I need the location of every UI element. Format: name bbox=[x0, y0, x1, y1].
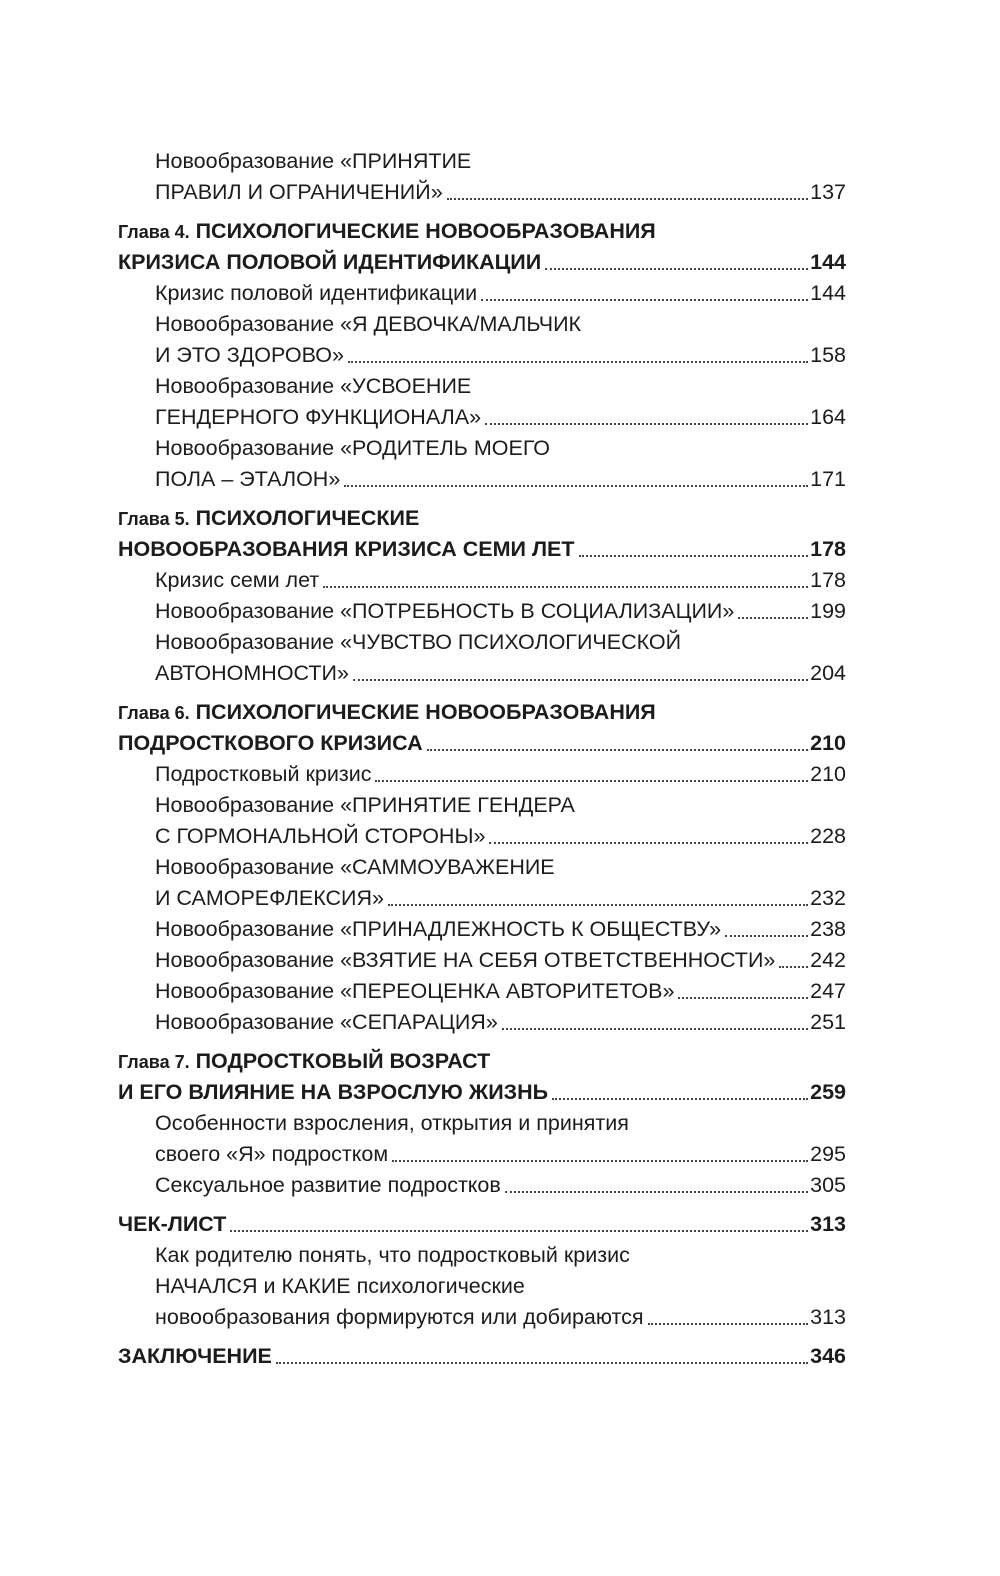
toc-entry bbox=[118, 1240, 846, 1333]
dot-leader bbox=[230, 1230, 808, 1232]
dot-leader bbox=[579, 555, 809, 557]
toc-entry bbox=[118, 976, 846, 1007]
chapter-title-text: КРИЗИСА ПОЛОВОЙ ИДЕНТИФИКАЦИИ bbox=[118, 250, 542, 274]
entry-title-text: Новообразование «ПРИНЯТИЕ bbox=[155, 149, 472, 173]
toc-entry bbox=[118, 1108, 846, 1170]
entry-title-text: Новообразование «Я ДЕВОЧКА/МАЛЬЧИК bbox=[155, 312, 582, 336]
page-number: 199 bbox=[810, 599, 846, 623]
page-number: 295 bbox=[810, 1142, 846, 1166]
entry-title-text: АВТОНОМНОСТИ» bbox=[155, 661, 349, 685]
dot-leader bbox=[276, 1362, 808, 1364]
chapter-title-text: ПОДРОСТКОВОГО КРИЗИСА bbox=[118, 731, 423, 755]
toc-chapter bbox=[118, 216, 846, 278]
entry-title-text: Новообразование «ВЗЯТИЕ НА СЕБЯ ОТВЕТСТВЕННОСТИ» bbox=[155, 948, 776, 972]
dot-leader bbox=[505, 1191, 808, 1193]
entry-title-text: Новообразование «ПОТРЕБНОСТЬ В СОЦИАЛИЗАЦИИ» bbox=[155, 599, 735, 623]
toc-entry bbox=[118, 790, 846, 852]
toc-entry bbox=[118, 1170, 846, 1201]
entry-line bbox=[118, 146, 846, 177]
toc-entry bbox=[118, 596, 846, 627]
entry-line bbox=[118, 914, 846, 945]
entry-title-text: Новообразование «ЧУВСТВО ПСИХОЛОГИЧЕСКОЙ bbox=[155, 630, 682, 654]
toc-entry bbox=[118, 852, 846, 914]
entry-line bbox=[118, 883, 846, 914]
entry-title-text: Новообразование «ПЕРЕОЦЕНКА АВТОРИТЕТОВ» bbox=[155, 979, 675, 1003]
entry-title-text: Новообразование «СЕПАРАЦИЯ» bbox=[155, 1010, 498, 1034]
chapter-line bbox=[118, 1046, 846, 1077]
entry-title-text: Особенности взросления, открытия и принятия bbox=[155, 1111, 629, 1135]
chapter-line bbox=[118, 247, 846, 278]
page-number: 232 bbox=[810, 886, 846, 910]
page-number: 164 bbox=[810, 405, 846, 429]
dot-leader bbox=[545, 268, 808, 270]
chapter-title-text: ПСИХОЛОГИЧЕСКИЕ НОВООБРАЗОВАНИЯ bbox=[195, 219, 656, 243]
dot-leader bbox=[738, 617, 808, 619]
entry-title-text: Кризис половой идентификации bbox=[155, 281, 478, 305]
dot-leader bbox=[678, 997, 808, 999]
toc-entry bbox=[118, 146, 846, 208]
dot-leader bbox=[375, 780, 808, 782]
entry-line bbox=[118, 627, 846, 658]
page-number: 144 bbox=[810, 281, 846, 305]
toc-chapter bbox=[118, 1046, 846, 1108]
entry-title-text: И ЭТО ЗДОРОВО» bbox=[155, 343, 344, 367]
toc-entry bbox=[118, 433, 846, 495]
page-number: 210 bbox=[810, 762, 846, 786]
chapter-line bbox=[118, 216, 846, 247]
dot-leader bbox=[485, 423, 808, 425]
toc-entry bbox=[118, 309, 846, 371]
chapter-line bbox=[118, 503, 846, 534]
entry-title-text: Новообразование «ПРИНАДЛЕЖНОСТЬ К ОБЩЕСТВУ» bbox=[155, 917, 722, 941]
dot-leader bbox=[388, 904, 808, 906]
page-number: 137 bbox=[810, 180, 846, 204]
entry-title-text: С ГОРМОНАЛЬНОЙ СТОРОНЫ» bbox=[155, 824, 486, 848]
entry-title-text: ГЕНДЕРНОГО ФУНКЦИОНАЛА» bbox=[155, 405, 482, 429]
page-number: 228 bbox=[810, 824, 846, 848]
chapter-line bbox=[118, 697, 846, 728]
chapter-title-text: НОВООБРАЗОВАНИЯ КРИЗИСА СЕМИ ЛЕТ bbox=[118, 537, 575, 561]
entry-line bbox=[118, 371, 846, 402]
entry-line bbox=[118, 1302, 846, 1333]
entry-line bbox=[118, 790, 846, 821]
entry-line bbox=[118, 759, 846, 790]
entry-title-text: Подростковый кризис bbox=[155, 762, 372, 786]
chapter-line bbox=[118, 534, 846, 565]
entry-line bbox=[118, 852, 846, 883]
entry-title-text: Как родителю понять, что подростковый кризис bbox=[155, 1243, 630, 1267]
entry-line bbox=[118, 1139, 846, 1170]
entry-line bbox=[118, 1108, 846, 1139]
toc-entry bbox=[118, 945, 846, 976]
entry-title-text: Сексуальное развитие подростков bbox=[155, 1173, 501, 1197]
entry-line bbox=[118, 596, 846, 627]
toc-entry bbox=[118, 914, 846, 945]
page-number: 259 bbox=[810, 1080, 846, 1104]
entry-title-text: НАЧАЛСЯ и КАКИЕ психологические bbox=[155, 1274, 525, 1298]
dot-leader bbox=[427, 749, 808, 751]
chapter-title-text: ЧЕК-ЛИСТ bbox=[118, 1212, 227, 1236]
page-number: 313 bbox=[810, 1212, 846, 1236]
chapter-title-text: И ЕГО ВЛИЯНИЕ НА ВЗРОСЛУЮ ЖИЗНЬ bbox=[118, 1080, 549, 1104]
toc-entry bbox=[118, 627, 846, 689]
page-number: 158 bbox=[810, 343, 846, 367]
entry-line bbox=[118, 945, 846, 976]
entry-title-text: Новообразование «УСВОЕНИЕ bbox=[155, 374, 472, 398]
toc-chapter bbox=[118, 1341, 846, 1372]
page-number: 204 bbox=[810, 661, 846, 685]
page-number: 346 bbox=[810, 1344, 846, 1368]
chapter-prefix: Глава 5. bbox=[118, 509, 190, 529]
entry-title-text: ПРАВИЛ И ОГРАНИЧЕНИЙ» bbox=[155, 180, 443, 204]
chapter-line bbox=[118, 1077, 846, 1108]
chapter-title-text: ПСИХОЛОГИЧЕСКИЕ НОВООБРАЗОВАНИЯ bbox=[195, 700, 656, 724]
entry-line bbox=[118, 1007, 846, 1038]
page-number: 305 bbox=[810, 1173, 846, 1197]
page-number: 247 bbox=[810, 979, 846, 1003]
chapter-title-text: ЗАКЛЮЧЕНИЕ bbox=[118, 1344, 272, 1368]
dot-leader bbox=[779, 966, 808, 968]
entry-line bbox=[118, 464, 846, 495]
entry-title-text: новообразования формируются или добираются bbox=[155, 1305, 644, 1329]
entry-line bbox=[118, 1271, 846, 1302]
entry-line bbox=[118, 1170, 846, 1201]
entry-line bbox=[118, 658, 846, 689]
dot-leader bbox=[323, 586, 808, 588]
entry-line bbox=[118, 340, 846, 371]
dot-leader bbox=[648, 1323, 809, 1325]
entry-line bbox=[118, 1240, 846, 1271]
entry-title-text: своего «Я» подростком bbox=[155, 1142, 389, 1166]
entry-title-text: Новообразование «ПРИНЯТИЕ ГЕНДЕРА bbox=[155, 793, 575, 817]
entry-line bbox=[118, 433, 846, 464]
page-number: 242 bbox=[810, 948, 846, 972]
table-of-contents bbox=[118, 146, 846, 1372]
chapter-line bbox=[118, 1209, 846, 1240]
page-number: 171 bbox=[810, 467, 846, 491]
toc-entry bbox=[118, 371, 846, 433]
page-number: 313 bbox=[810, 1305, 846, 1329]
entry-line bbox=[118, 309, 846, 340]
toc-chapter bbox=[118, 503, 846, 565]
toc-chapter bbox=[118, 697, 846, 759]
chapter-prefix: Глава 4. bbox=[118, 222, 190, 242]
entry-line bbox=[118, 177, 846, 208]
page-number: 144 bbox=[810, 250, 846, 274]
entry-line bbox=[118, 565, 846, 596]
chapter-prefix: Глава 6. bbox=[118, 703, 190, 723]
toc-entry bbox=[118, 1007, 846, 1038]
page-number: 178 bbox=[810, 568, 846, 592]
dot-leader bbox=[502, 1028, 808, 1030]
chapter-line bbox=[118, 728, 846, 759]
dot-leader bbox=[447, 198, 808, 200]
page-number: 238 bbox=[810, 917, 846, 941]
entry-title-text: Кризис семи лет bbox=[155, 568, 320, 592]
chapter-prefix: Глава 7. bbox=[118, 1052, 190, 1072]
page-number: 210 bbox=[810, 731, 846, 755]
dot-leader bbox=[489, 842, 808, 844]
entry-line bbox=[118, 821, 846, 852]
dot-leader bbox=[353, 679, 808, 681]
page-number: 178 bbox=[810, 537, 846, 561]
chapter-line bbox=[118, 1341, 846, 1372]
entry-line bbox=[118, 976, 846, 1007]
toc-entry bbox=[118, 278, 846, 309]
page-number: 251 bbox=[810, 1010, 846, 1034]
dot-leader bbox=[481, 299, 808, 301]
entry-title-text: Новообразование «САММОУВАЖЕНИЕ bbox=[155, 855, 555, 879]
entry-title-text: ПОЛА – ЭТАЛОН» bbox=[155, 467, 341, 491]
entry-title-text: Новообразование «РОДИТЕЛЬ МОЕГО bbox=[155, 436, 550, 460]
dot-leader bbox=[392, 1160, 808, 1162]
dot-leader bbox=[552, 1098, 808, 1100]
entry-line bbox=[118, 402, 846, 433]
entry-line bbox=[118, 278, 846, 309]
chapter-title-text: ПСИХОЛОГИЧЕСКИЕ bbox=[195, 506, 420, 530]
chapter-title-text: ПОДРОСТКОВЫЙ ВОЗРАСТ bbox=[195, 1049, 491, 1073]
toc-entry bbox=[118, 565, 846, 596]
dot-leader bbox=[344, 485, 808, 487]
toc-entry bbox=[118, 759, 846, 790]
dot-leader bbox=[348, 361, 808, 363]
toc-chapter bbox=[118, 1209, 846, 1240]
dot-leader bbox=[725, 935, 808, 937]
entry-title-text: И САМОРЕФЛЕКСИЯ» bbox=[155, 886, 384, 910]
